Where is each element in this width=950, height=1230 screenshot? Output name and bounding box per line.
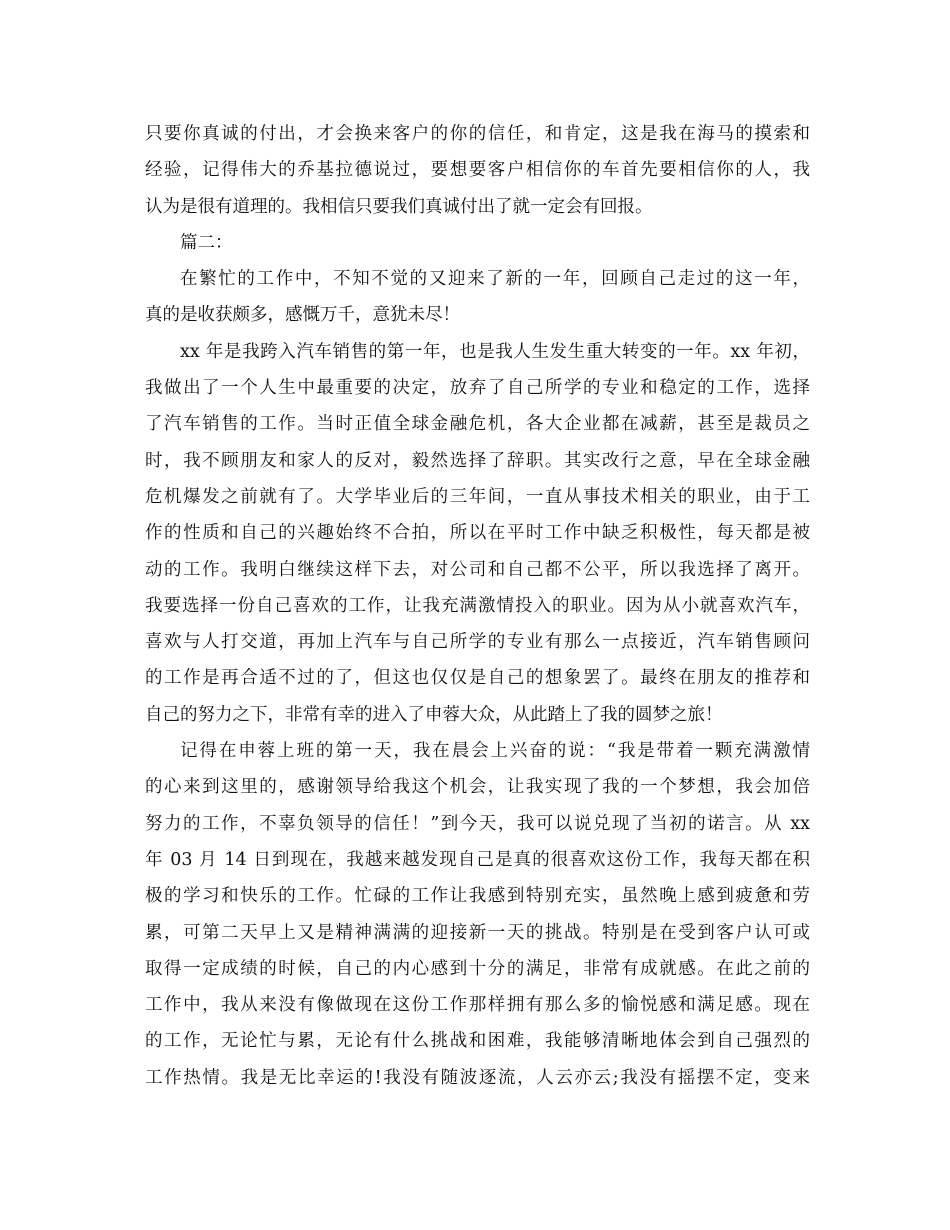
text-line: xx 年是我跨入汽车销售的第一年，也是我人生发生重大转变的一年。xx 年初， [180,341,810,362]
text-line: 真的是收获颇多，感慨万千，意犹未尽！ [145,305,460,326]
text-line: 的心来到这里的，感谢领导给我这个机会，让我实现了我的一个梦想，我会加倍 [145,777,810,798]
text-line: 我要选择一份自己喜欢的工作，让我充满激情投入的职业。因为从小就喜欢汽车， [145,595,810,616]
text-line: 我做出了一个人生中最重要的决定，放弃了自己所学的专业和稳定的工作，选择 [145,378,810,399]
text-line: 篇二： [180,232,233,253]
text-line: 时，我不顾朋友和家人的反对，毅然选择了辞职。其实改行之意，早在全球金融 [145,450,810,471]
text-line: 经验，记得伟大的乔基拉德说过，要想要客户相信你的车首先要相信你的人，我 [145,160,810,181]
text-line: 努力的工作，不辜负领导的信任！”到今天，我可以说兑现了当初的诺言。从 xx [145,813,810,834]
text-line: 作的性质和自己的兴趣始终不合拍，所以在平时工作中缺乏积极性，每天都是被 [145,523,810,544]
text-line: 了汽车销售的工作。当时正值全球金融危机，各大企业都在减薪，甚至是裁员之 [145,414,810,435]
text-line: 动的工作。我明白继续这样下去，对公司和自己都不公平，所以我选择了离开。 [145,559,810,580]
text-line: 取得一定成绩的时候，自己的内心感到十分的满足，非常有成就感。在此之前的 [145,958,810,979]
text-line: 危机爆发之前就有了。大学毕业后的三年间，一直从事技术相关的职业，由于工 [145,486,810,507]
text-line: 在繁忙的工作中，不知不觉的又迎来了新的一年，回顾自己走过的这一年， [180,269,810,290]
text-line: 记得在申蓉上班的第一天，我在晨会上兴奋的说：“我是带着一颗充满激情 [180,741,810,762]
text-line: 工作热情。我是无比幸运的!我没有随波逐流，人云亦云;我没有摇摆不定，变来 [145,1067,810,1088]
text-line: 的工作是再合适不过的了，但这也仅仅是自己的想象罢了。最终在朋友的推荐和 [145,668,810,689]
text-line: 工作中，我从来没有像做现在这份工作那样拥有那么多的愉悦感和满足感。现在 [145,995,810,1016]
text-line: 累，可第二天早上又是精神满满的迎接新一天的挑战。特别是在受到客户认可或 [145,922,810,943]
text-line: 认为是很有道理的。我相信只要我们真诚付出了就一定会有回报。 [145,196,653,217]
text-line: 年 03 月 14 日到现在，我越来越发现自己是真的很喜欢这份工作，我每天都在积 [145,849,810,870]
text-line: 的工作，无论忙与累，无论有什么挑战和困难，我能够清晰地体会到自己强烈的 [145,1031,810,1052]
document-body [145,116,810,1096]
text-line: 喜欢与人打交道，再加上汽车与自己所学的专业有那么一点接近，汽车销售顾问 [145,632,810,653]
text-line: 极的学习和快乐的工作。忙碌的工作让我感到特别充实，虽然晚上感到疲惫和劳 [145,886,810,907]
text-line: 自己的努力之下，非常有幸的进入了申蓉大众，从此踏上了我的圆梦之旅！ [145,704,723,725]
text-line: 只要你真诚的付出，才会换来客户的你的信任，和肯定，这是我在海马的摸索和 [145,124,810,144]
